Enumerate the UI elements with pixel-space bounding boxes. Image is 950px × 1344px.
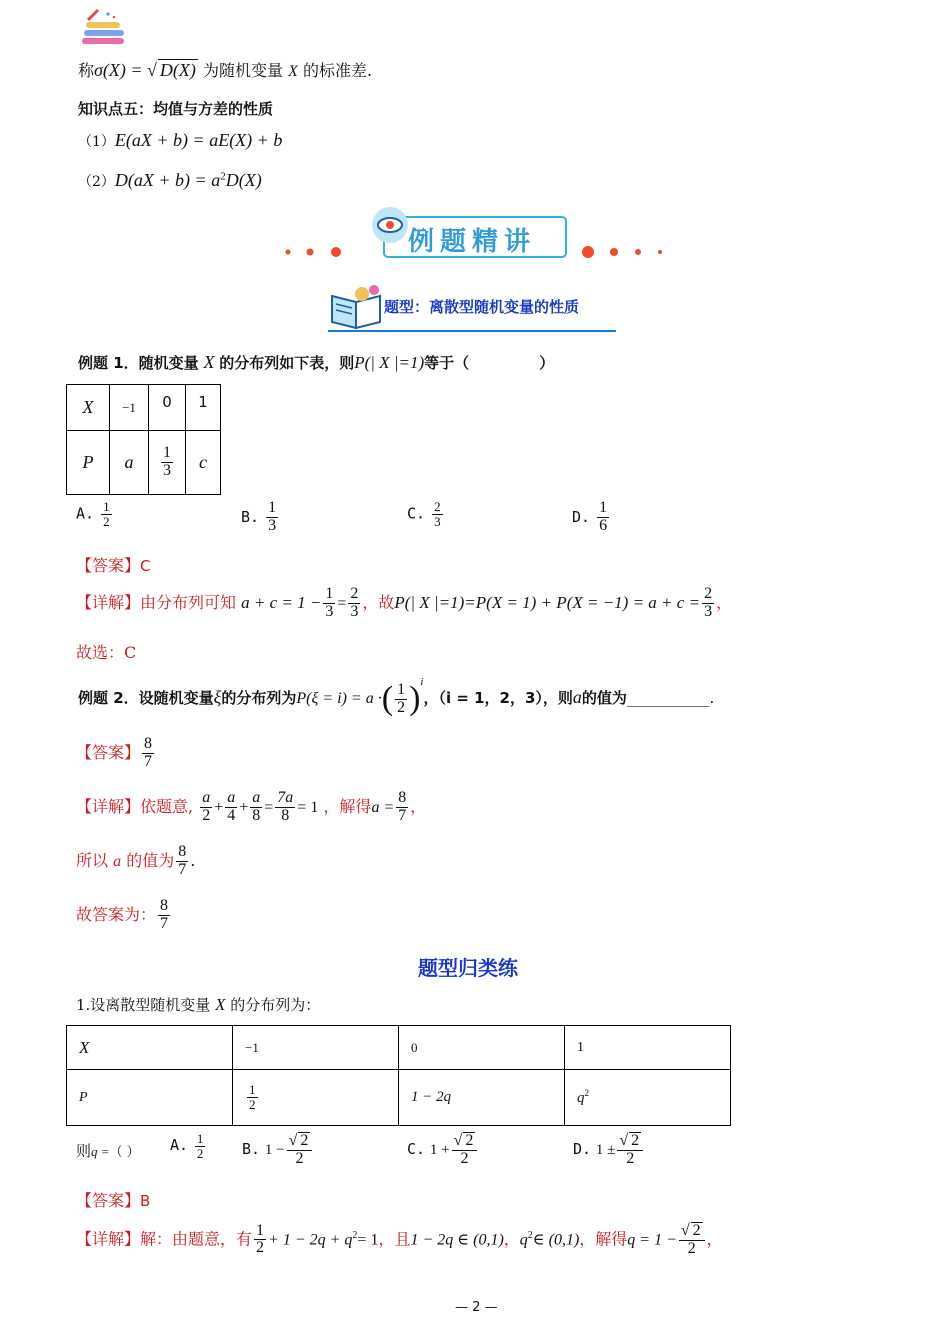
practice-table: [66, 1025, 731, 1126]
knowledge-point-5-title: 知识点五：均值与方差的性质: [78, 100, 274, 118]
table-cell: 1 − 2q: [399, 1070, 565, 1126]
example-2-answer: 【答案】 $\frac{8}{7}$: [76, 735, 153, 770]
example-2-detail: 【详解】依题意, $\frac{a}{2}$ + $\frac{a}{4}$ + $\frac{a}{8}$ = $\frac{7a}{8}$ = 1 ，解得a = $\frac{8}{7}$ ，: [76, 789, 427, 824]
table-cell: c: [186, 431, 221, 495]
table-cell: a: [110, 431, 149, 495]
example-2-question: 例题 2．设随机变量ξ的分布列为P(ξ = i) = a ·( $\frac{1}{2}$ )$^i$，（i = 1，2，3），则a的值为___________.: [78, 676, 715, 717]
example-2-so: 所以 a 的值为 $\frac{8}{7}$ .: [76, 843, 196, 878]
example-1-options: [76, 500, 636, 540]
table-cell: X: [67, 385, 110, 431]
table-cell: $\frac{1}{2}$: [233, 1070, 399, 1126]
example-1-answer: 【答案】C: [76, 556, 151, 575]
example-1-conclusion: 故选：C: [76, 643, 137, 662]
table-cell: P: [67, 431, 110, 495]
table-cell: 0: [399, 1026, 565, 1070]
option-a[interactable]: A. $\frac{1}{2}$: [76, 499, 110, 529]
example-banner: [280, 205, 670, 265]
table-cell: 1: [565, 1026, 731, 1070]
practice-heading: 题型归类练: [418, 956, 518, 980]
practice-options: [76, 1132, 676, 1172]
table-cell: $\frac{1}{3}$: [149, 431, 186, 495]
banner-title: 例题精讲: [408, 227, 537, 257]
section-underline: [328, 330, 616, 332]
section-title: 题型：离散型随机变量的性质: [384, 298, 580, 316]
practice-q1-text: 1.设离散型随机变量 X 的分布列为：: [76, 995, 321, 1014]
option-c[interactable]: C. $\frac{2}{3}$: [407, 499, 441, 529]
table-cell: 1: [186, 385, 221, 431]
example-1-question: 例题 1．随机变量 X 的分布列如下表，则P(| X |=1)等于（ ）: [78, 352, 555, 372]
example-1-table: [66, 384, 221, 495]
practice-detail: 【详解】解：由题意，有 $\frac{1}{2}$ + $1 - 2q + q^2= 1$，且1 − 2q ∈ (0,1)，$q^2\in$ (0,1)，解得q = 1 − $\frac{√ 2}{2}$ ，: [76, 1221, 723, 1257]
practice-option-c[interactable]: C. 1 + $\frac{√ 2}{2}$: [407, 1132, 479, 1168]
practice-answer: 【答案】B: [76, 1191, 151, 1210]
books-pencil-icon: [78, 8, 128, 48]
table-cell: P: [67, 1070, 233, 1126]
option-b[interactable]: B. $\frac{1}{3}$: [241, 499, 277, 534]
section-heading: [328, 284, 618, 336]
open-book-icon: [328, 284, 388, 332]
practice-option-d[interactable]: D. 1 ± $\frac{√ 2}{2}$: [573, 1132, 645, 1168]
property-1: （1）E(aX + b) = aE(X) + b: [78, 130, 283, 150]
table-cell: −1: [110, 385, 149, 431]
practice-option-b[interactable]: B. 1 − $\frac{√ 2}{2}$: [242, 1132, 314, 1168]
practice-ask: 则q =（ ）: [76, 1142, 140, 1160]
practice-option-a[interactable]: A. $\frac{1}{2}$: [170, 1131, 204, 1161]
table-cell: −1: [233, 1026, 399, 1070]
example-1-detail: 【详解】由分布列可知 a + c = 1 − $\frac{1}{3}$ = $\frac{2}{3}$ ，故P(| X |=1)=P(X = 1) + P(X = −1) = a + c = $\frac{2}{3}$ ，: [76, 585, 733, 620]
table-cell: 0: [149, 385, 186, 431]
example-2-final: 故答案为： $\frac{8}{7}$: [76, 897, 169, 932]
property-2: $(2)D(aX + b) = a^2D(X)$: [78, 170, 262, 190]
page-number: — 2 —: [455, 1300, 498, 1315]
table-cell: $q^2$: [565, 1070, 731, 1126]
std-definition: 称σ(X) = √ D(X) 为随机变量 X 的标准差.: [78, 60, 373, 80]
table-cell: X: [67, 1026, 233, 1070]
option-d[interactable]: D. $\frac{1}{6}$: [572, 499, 608, 534]
